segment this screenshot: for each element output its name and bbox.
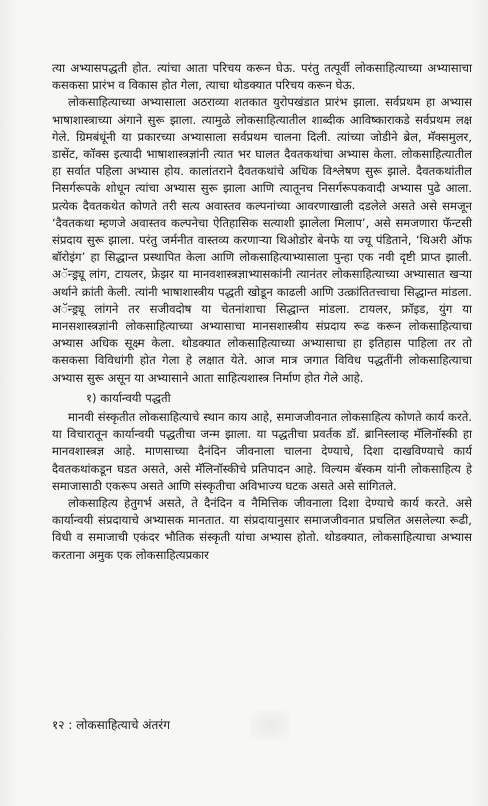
paragraph-functional-method: मानवी संस्कृतीत लोकसाहित्याचे स्थान काय आहे, समाजजीवनात लोकसाहित्य कोणते कार्य करते. या विचारातून कार्यान्वयी पद्धतीचा जन्म झाला. या पद्धतीचा प्रवर्तक डॉ. ब्रानिस्लाव्ह मॅलिनॉस्की हा मानवशास्त्रज्ञ आहे. माणसाच्या दैनंदिन जीवनाला चालना देण्याचे, दिशा दाखविण्याचे कार्य दैवतकथांकडून घडत असते, असे मॅलिनॉस्कीचे प्रतिपादन आहे. विल्यम बॅस्कम यांनी लोकसाहित्य हे समाजासाठी एकरूप असते आणि संस्कृतीचा अविभाज्य घटक असते असे सांगितले. (52, 410, 472, 493)
body-text (52, 60, 472, 564)
section-heading: १) कार्यान्वयी पद्धती (86, 390, 171, 405)
paragraph-history: लोकसाहित्याच्या अभ्यासाला अठराव्या शतकात युरोपखंडात प्रारंभ झाला. सर्वप्रथम हा अभ्यास भाषाशास्त्राच्या अंगाने सुरू झाला. त्यामुळे लोकसाहित्यातील शाब्दीक आविष्काराकडे सर्वप्रथम लक्ष गेले. ग्रिमबंधूंनी या प्रकारच्या अभ्यासाला सर्वप्रथम चालना दिली. त्यांच्या जोडीने ब्रेल, मॅक्समुलर, डासेंट, कॉक्स इत्यादी भाषाशास्त्रज्ञांनी त्यात भर घालत दैवतकथांचा अभ्यास केला. लोकसाहित्यातील हा सर्वात पहिला अभ्यास होय. कालांतराने दैवतकथांचे अधिक विश्लेषण सुरू झाले. दैवतकथांतील निसर्गरूपके शोधून त्यांचा अभ्यास सुरू झाला आणि त्यातूनच निसर्गरूपकवादी अभ्यास पुढे आला. प्रत्येक दैवतकथेत कोणते तरी सत्य अवास्तव कल्पनांच्या आवरणाखाली दडलेले असते असे समजून ‘दैवतकथा म्हणजे अवास्तव कल्पनेचा ऐतिहासिक सत्याशी झालेला मिलाप’, असे समजणारा फॅन्टसी संप्रदाय सुरू झाला. परंतु जर्मनीत वास्तव्य करणाऱ्या थिओडोर बेनफे या ज्यू पंडिताने, ‘थिअरी ऑफ बॉरोइंग’ हा सिद्धान्त प्रस्थापित केला आणि लोकसाहित्याभ्यासाला पुन्हा एक नवी दृष्टी प्राप्त झाली. अॅन्ड्र्यू लांग, टायलर, फ्रेझर या मानवशास्त्रज्ञाभ्यासकांनी त्यानंतर लोकसाहित्याच्या अभ्यासात खऱ्या अर्थाने क्रांती केली. त्यांनी भाषाशास्त्रीय पद्धती खोडून काढली आणि उत्क्रांतितत्त्वाचा सिद्धान्त मांडला. अॅन्ड्र्यू लांगने तर सजीवदोष या चेतनांशाचा सिद्धान्त मांडला. टायलर, फ्रॉइड, युंग या मानसशास्त्रज्ञांनी लोकसाहित्याच्या अभ्यासाचा मानसशास्त्रीय संप्रदाय रूढ करून लोकसाहित्याचा अभ्यास अधिक सूक्ष्म केला. थोडक्यात लोकसाहित्याच्या अभ्यासाचा हा इतिहास पाहिला तर तो कसकसा विविधांगी होत गेला हे लक्षात येते. आज मात्र जगात विविध पद्धतींनी लोकसाहित्याचा अभ्यास सुरू असून या अभ्यासाने आता साहित्यशास्त्र निर्माण होत गेले आहे. (52, 95, 472, 385)
page-footer: १२ : लोकसाहित्याचे अंतरंग (52, 718, 170, 732)
paragraph-intro: त्या अभ्यासपद्धती होत. त्यांचा आता परिचय करून घेऊ. परंतु तत्पूर्वी लोकसाहित्याच्या अभ्यासाचा कसकसा प्रारंभ व विकास होत गेला, त्याचा थोडक्यात परिचय करून घेऊ. (52, 61, 472, 93)
page-smudge (250, 710, 290, 740)
paragraph-functional-purpose: लोकसाहित्य हेतुगर्भ असते, ते दैनंदिन व नैमित्तिक जीवनाला दिशा देण्याचे कार्य करते. असे कार्यान्वयी संप्रदायाचे अभ्यासक मानतात. या संप्रदायानुसार समाजजीवनात प्रचलित असलेल्या रूढी, विधी व समाजाची एकंदर भौतिक संस्कृती यांचा अभ्यास होतो. थोडक्यात, लोकसाहित्याचा अभ्यास करताना अमुक एक लोकसाहित्यप्रकार (52, 496, 472, 562)
